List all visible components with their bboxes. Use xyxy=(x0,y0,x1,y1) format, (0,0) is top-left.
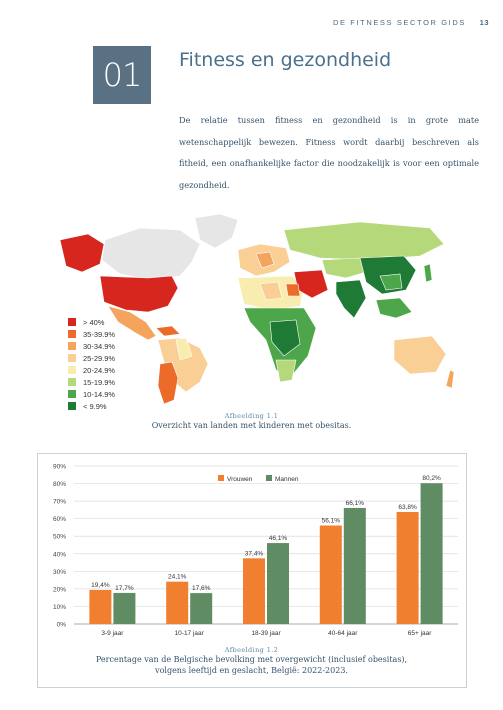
guide-title: DE FITNESS SECTOR GIDS xyxy=(332,18,466,27)
legend-label: > 40% xyxy=(83,317,105,327)
y-tick-label: 30% xyxy=(52,568,66,576)
running-head xyxy=(333,18,489,27)
legend-label: 10-14.9% xyxy=(83,389,116,399)
intro-paragraph: De relatie tussen fitness en gezondheid is in grote mate wetenschappelijk bewezen. Fitness wordt daarbij beschreven als fitheid, een onafhankelijke factor die noodzakelijk is voor een optimale gezondheid. xyxy=(179,115,479,190)
bar-value-label: 80,2% xyxy=(422,475,441,483)
legend-swatch xyxy=(68,390,76,398)
x-category-label: 18-39 jaar xyxy=(251,630,281,637)
legend-label: 15-19.9% xyxy=(83,377,116,387)
legend-label: 35-39.9% xyxy=(83,329,116,339)
chapter-number: 01 xyxy=(102,56,142,94)
legend-swatch xyxy=(68,318,76,326)
figure-2-caption xyxy=(0,646,503,676)
y-tick-label: 20% xyxy=(52,586,66,594)
bar xyxy=(190,593,212,624)
y-tick-label: 90% xyxy=(52,463,66,471)
chart-legend-label: Mannen xyxy=(275,476,299,483)
legend-item xyxy=(68,316,115,328)
x-category-label: 65+ jaar xyxy=(407,630,432,637)
chart-legend-swatch xyxy=(218,475,224,481)
bar xyxy=(267,543,289,624)
legend-item xyxy=(68,400,115,412)
x-category-label: 10-17 jaar xyxy=(174,630,204,637)
y-tick-label: 10% xyxy=(52,603,66,611)
bar-value-label: 19,4% xyxy=(91,581,110,589)
map-legend xyxy=(68,316,115,412)
legend-swatch xyxy=(68,330,76,338)
figure-1-caption xyxy=(0,412,503,431)
bar-value-label: 24,1% xyxy=(167,573,187,581)
chapter-number-box xyxy=(93,46,151,104)
legend-swatch xyxy=(68,354,76,362)
legend-swatch xyxy=(68,342,76,350)
world-obesity-map xyxy=(60,210,455,411)
chart-legend-swatch xyxy=(266,475,272,481)
bar-value-label: 46,1% xyxy=(268,535,288,543)
bar xyxy=(243,558,265,624)
bar xyxy=(421,483,443,624)
legend-swatch xyxy=(68,366,76,374)
figure-1-label: Afbeelding 1.1 xyxy=(224,412,279,420)
legend-item xyxy=(68,364,115,376)
figure-2-text-line1: Percentage van de Belgische bevolking met overgewicht (inclusief obesitas), xyxy=(95,655,408,664)
bar xyxy=(89,590,111,624)
bar xyxy=(344,508,366,624)
legend-item xyxy=(68,328,115,340)
y-tick-label: 60% xyxy=(52,516,66,524)
bar-value-label: 37,4% xyxy=(244,550,264,558)
legend-label: 30-34.9% xyxy=(83,341,116,351)
y-tick-label: 50% xyxy=(52,533,66,541)
bar-value-label: 17,6% xyxy=(191,585,211,593)
x-category-label: 40-64 jaar xyxy=(328,630,358,637)
bar xyxy=(113,593,135,624)
bar-value-label: 66,1% xyxy=(345,499,365,507)
x-category-label: 3-9 jaar xyxy=(101,630,124,637)
figure-2-label: Afbeelding 1.2 xyxy=(224,646,279,654)
legend-label: 25-29.9% xyxy=(83,353,116,363)
y-tick-label: 80% xyxy=(52,481,66,489)
legend-swatch xyxy=(68,378,76,386)
legend-label: 20-24.9% xyxy=(83,365,116,375)
bar xyxy=(397,512,419,624)
figure-1-text: Overzicht van landen met kinderen met obesitas. xyxy=(151,421,352,430)
y-tick-label: 70% xyxy=(52,498,66,506)
page-number: 13 xyxy=(479,18,489,27)
legend-label: < 9.9% xyxy=(83,401,107,411)
bar-value-label: 17,7% xyxy=(115,584,134,592)
bar-value-label: 63,8% xyxy=(398,503,417,511)
chart-legend-label: Vrouwen xyxy=(227,476,253,483)
legend-item xyxy=(68,376,115,388)
y-tick-label: 0% xyxy=(56,621,66,629)
legend-swatch xyxy=(68,402,76,410)
figure-2-text-line2: volgens leeftijd en geslacht, België: 2022-2023. xyxy=(155,666,348,675)
bar xyxy=(320,526,342,624)
bar-value-label: 56,1% xyxy=(321,517,341,525)
legend-item xyxy=(68,388,115,400)
y-tick-label: 40% xyxy=(52,551,66,559)
legend-item xyxy=(68,352,115,364)
legend-item xyxy=(68,340,115,352)
bar xyxy=(166,582,188,624)
chapter-title: Fitness en gezondheid xyxy=(179,49,392,71)
world-map-graphic xyxy=(60,210,455,408)
